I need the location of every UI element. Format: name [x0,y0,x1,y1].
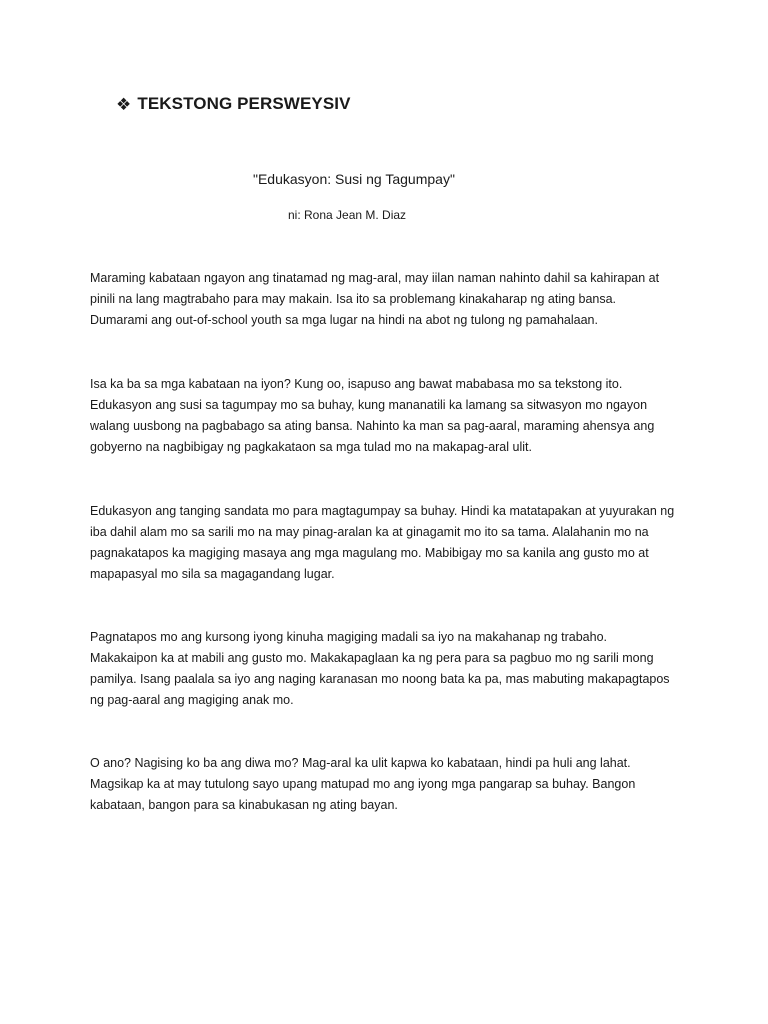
paragraph-line: kabataan, bangon para sa kinabukasan ng ating bayan. [90,798,398,812]
paragraph-5 [90,753,690,816]
paragraph-line: pamilya. Isang paalala sa iyo ang naging karanasan mo noong bata ka pa, mas mabuting makapagtapos [90,672,670,686]
paragraph-line: Dumarami ang out-of-school youth sa mga lugar na hindi na abot ng tulong ng pamahalaan. [90,313,598,327]
paragraph-line: iba dahil alam mo sa sarili mo na may pinag-aralan ka at ginagamit mo ito sa tama. Alalahanin mo na [90,525,649,539]
paragraph-line: Edukasyon ang susi sa tagumpay mo sa buhay, kung mananatili ka lamang sa sitwasyon mo ngayon [90,398,648,412]
paragraph-line: walang uusbong na pagbabago sa ating bansa. Nahinto ka man sa pag-aaral, maraming ahensya ang [90,419,655,433]
paragraph-3 [90,501,690,585]
paragraph-line: Pagnatapos mo ang kursong iyong kinuha magiging madali sa iyo na makahanap ng trabaho. [90,630,608,644]
paragraph-4 [90,627,690,711]
paragraph-line: Isa ka ba sa mga kabataan na iyon? Kung oo, isapuso ang bawat mababasa mo sa tekstong ito. [90,377,623,391]
paragraph-1 [90,268,690,331]
paragraph-line: O ano? Nagising ko ba ang diwa mo? Mag-aral ka ulit kapwa ko kabataan, hindi pa huli ang lahat. [90,756,631,770]
paragraph-line: ng pag-aaral ang magiging anak mo. [90,693,294,707]
author-byline: ni: Rona Jean M. Diaz [288,208,407,222]
paragraph-line: Magsikap ka at may tutulong sayo upang matupad mo ang iyong mga pangarap sa buhay. Bangon [90,777,636,791]
section-heading [116,94,351,114]
paragraph-line: pagnakatapos ka magiging masaya ang mga magulang mo. Mabibigay mo sa kanila ang gusto mo at [90,546,649,560]
paragraph-line: Makakaipon ka at mabili ang gusto mo. Makakapaglaan ka ng pera para sa pagbuo mo ng sarili mong [90,651,654,665]
paragraph-2 [90,374,690,458]
paragraph-line: Edukasyon ang tanging sandata mo para magtagumpay sa buhay. Hindi ka matatapakan at yuyurakan ng [90,504,675,518]
diamond-bullet-icon: ❖ [116,94,132,114]
section-heading-text: TEKSTONG PERSWEYSIV [137,94,351,113]
paragraph-line: gobyerno na nagbibigay ng pagkakataon sa mga tulad mo na makapag-aral ulit. [90,440,532,454]
paragraph-line: Maraming kabataan ngayon ang tinatamad ng mag-aral, may iilan naman nahinto dahil sa kahirapan at [90,271,660,285]
paragraph-line: pinili na lang magtrabaho para may makain. Isa ito sa problemang kinakaharap ng ating bansa. [90,292,617,306]
paragraph-line: mapapasyal mo sila sa magagandang lugar. [90,567,335,581]
essay-title: "Edukasyon: Susi ng Tagumpay" [253,171,455,187]
